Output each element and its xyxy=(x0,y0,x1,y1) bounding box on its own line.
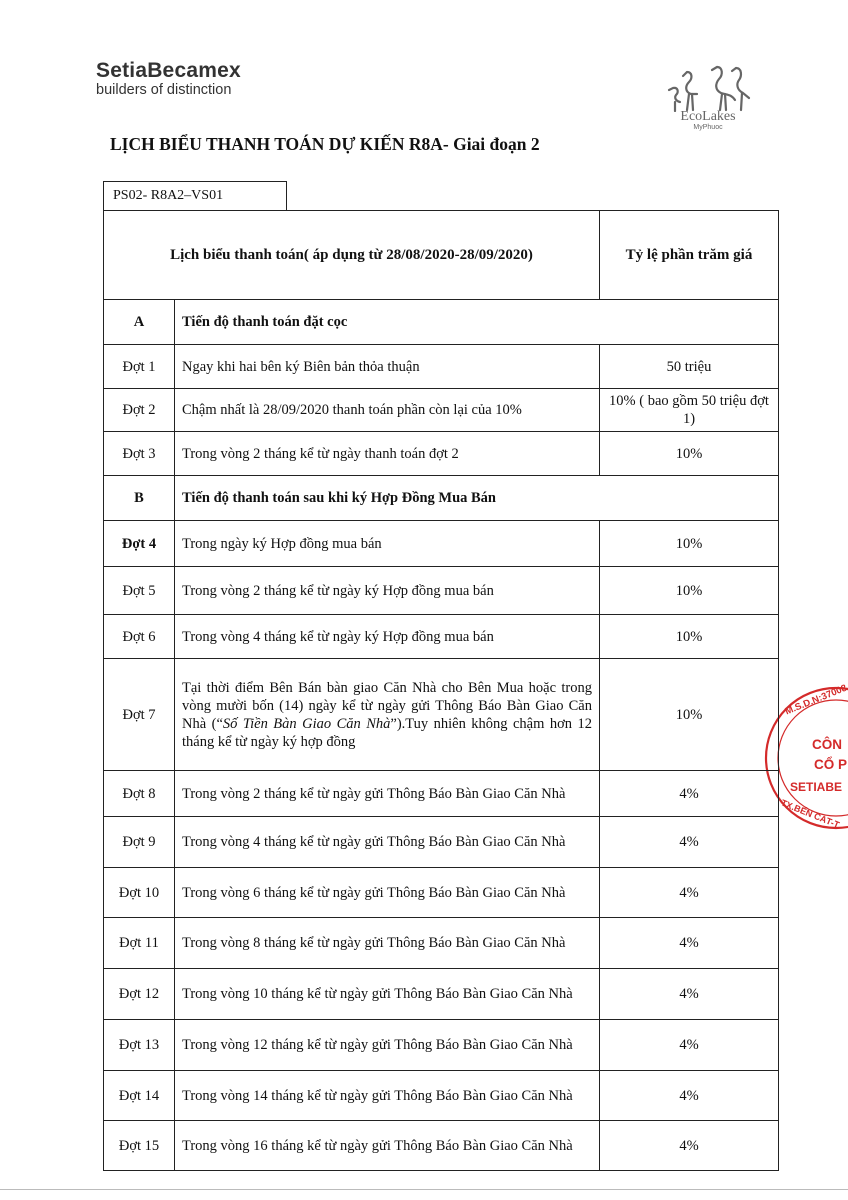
section-label: A xyxy=(104,300,175,345)
brand-name: SetiaBecamex xyxy=(96,59,241,82)
description-cell: Trong vòng 12 tháng kể từ ngày gửi Thông Báo Bàn Giao Căn Nhà xyxy=(175,1020,600,1071)
rate-cell: 4% xyxy=(600,969,779,1020)
section-title: Tiến độ thanh toán đặt cọc xyxy=(175,300,779,345)
stage-cell: Đợt 4 xyxy=(104,521,175,567)
section-title: Tiến độ thanh toán sau khi ký Hợp Đồng Mua Bán xyxy=(175,476,779,521)
ecolakes-name: EcoLakes xyxy=(680,109,736,124)
description-cell: Trong vòng 4 tháng kể từ ngày ký Hợp đồng mua bán xyxy=(175,615,600,659)
table-row xyxy=(104,567,779,615)
table-row xyxy=(104,659,779,771)
description-cell: Trong vòng 2 tháng kể từ ngày gửi Thông Báo Bàn Giao Căn Nhà xyxy=(175,771,600,817)
section-label: B xyxy=(104,476,175,521)
description-italic: Số Tiền Bàn Giao Căn Nhà xyxy=(222,715,391,732)
rate-cell: 4% xyxy=(600,1071,779,1121)
table-row xyxy=(104,432,779,476)
description-cell xyxy=(175,659,600,771)
stage-cell: Đợt 5 xyxy=(104,567,175,615)
rate-cell: 10% xyxy=(600,567,779,615)
rate-cell: 50 triệu xyxy=(600,345,779,389)
table-row xyxy=(104,1121,779,1171)
stage-cell: Đợt 1 xyxy=(104,345,175,389)
header-percentage: Tỷ lệ phần trăm giá xyxy=(600,211,779,300)
description-cell: Ngay khi hai bên ký Biên bản thỏa thuận xyxy=(175,345,600,389)
table-row xyxy=(104,615,779,659)
stage-cell: Đợt 13 xyxy=(104,1020,175,1071)
table-row xyxy=(104,1071,779,1121)
rate-cell: 4% xyxy=(600,1020,779,1071)
table-row xyxy=(104,389,779,432)
table-header-row xyxy=(104,211,779,300)
table-row xyxy=(104,521,779,567)
table-row xyxy=(104,918,779,969)
rate-cell: 10% xyxy=(600,432,779,476)
ecolakes-logo xyxy=(658,62,758,132)
stage-cell: Đợt 11 xyxy=(104,918,175,969)
company-logo xyxy=(96,60,241,98)
description-cell: Trong vòng 14 tháng kể từ ngày gửi Thông Báo Bàn Giao Căn Nhà xyxy=(175,1071,600,1121)
description-cell: Trong vòng 10 tháng kể từ ngày gửi Thông Báo Bàn Giao Căn Nhà xyxy=(175,969,600,1020)
rate-cell: 4% xyxy=(600,868,779,918)
table-row xyxy=(104,771,779,817)
table-row xyxy=(104,1020,779,1071)
table-row xyxy=(104,345,779,389)
section-row-a xyxy=(104,300,779,345)
description-cell: Trong vòng 2 tháng kể từ ngày thanh toán đợt 2 xyxy=(175,432,600,476)
document-code: PS02- R8A2–VS01 xyxy=(103,181,287,211)
rate-cell: 4% xyxy=(600,771,779,817)
rate-cell: 10% ( bao gồm 50 triệu đợt 1) xyxy=(600,389,779,432)
stamp-line-2: CỔ P xyxy=(814,757,848,772)
stage-cell: Đợt 3 xyxy=(104,432,175,476)
stamp-ring-text: M.S.D.N:37008 xyxy=(783,683,848,718)
rate-cell: 10% xyxy=(600,659,779,771)
stage-cell: Đợt 12 xyxy=(104,969,175,1020)
rate-cell: 10% xyxy=(600,521,779,567)
document-title: LỊCH BIỂU THANH TOÁN DỰ KIẾN R8A- Giai đoạn 2 xyxy=(110,134,540,154)
stage-cell: Đợt 10 xyxy=(104,868,175,918)
ecolakes-sub: MyPhuoc xyxy=(693,124,723,131)
description-cell: Trong vòng 16 tháng kể từ ngày gửi Thông Báo Bàn Giao Căn Nhà xyxy=(175,1121,600,1171)
stage-cell: Đợt 8 xyxy=(104,771,175,817)
stage-cell: Đợt 14 xyxy=(104,1071,175,1121)
stamp-bottom-text: TX.BẾN CÁT-T xyxy=(779,797,841,831)
stage-cell: Đợt 6 xyxy=(104,615,175,659)
payment-schedule-table xyxy=(103,210,779,1171)
description-text: Tại thời điểm Bên Bán bàn giao Căn Nhà cho Bên Mua hoặc trong vòng mười bốn (14) ngày kể từ ngày gửi Thông Báo Bàn Giao Căn Nhà (“ xyxy=(182,679,592,732)
rate-cell: 4% xyxy=(600,918,779,969)
brand-tagline: builders of distinction xyxy=(96,82,232,98)
stamp-line-3: SETIABE xyxy=(790,780,843,794)
rate-cell: 4% xyxy=(600,1121,779,1171)
description-cell: Trong vòng 6 tháng kể từ ngày gửi Thông Báo Bàn Giao Căn Nhà xyxy=(175,868,600,918)
description-cell: Trong vòng 4 tháng kể từ ngày gửi Thông Báo Bàn Giao Căn Nhà xyxy=(175,817,600,868)
stamp-line-1: CÔN xyxy=(812,737,842,752)
table-row xyxy=(104,969,779,1020)
description-text: ”).Tuy nhiên không chậm hơn 12 tháng kể từ ngày ký hợp đồng xyxy=(182,715,592,750)
stage-cell: Đợt 15 xyxy=(104,1121,175,1171)
section-row-b xyxy=(104,476,779,521)
stage-cell: Đợt 9 xyxy=(104,817,175,868)
stage-cell: Đợt 2 xyxy=(104,389,175,432)
table-row xyxy=(104,868,779,918)
rate-cell: 10% xyxy=(600,615,779,659)
heron-icon xyxy=(665,62,751,112)
table-row xyxy=(104,817,779,868)
description-cell: Trong vòng 8 tháng kể từ ngày gửi Thông Báo Bàn Giao Căn Nhà xyxy=(175,918,600,969)
description-cell: Trong vòng 2 tháng kể từ ngày ký Hợp đồng mua bán xyxy=(175,567,600,615)
stage-cell: Đợt 7 xyxy=(104,659,175,771)
page-footer-divider xyxy=(0,1189,848,1190)
description-cell: Chậm nhất là 28/09/2020 thanh toán phần còn lại của 10% xyxy=(175,389,600,432)
rate-cell: 4% xyxy=(600,817,779,868)
description-cell: Trong ngày ký Hợp đồng mua bán xyxy=(175,521,600,567)
header-schedule: Lịch biểu thanh toán( áp dụng từ 28/08/2020-28/09/2020) xyxy=(104,211,600,300)
